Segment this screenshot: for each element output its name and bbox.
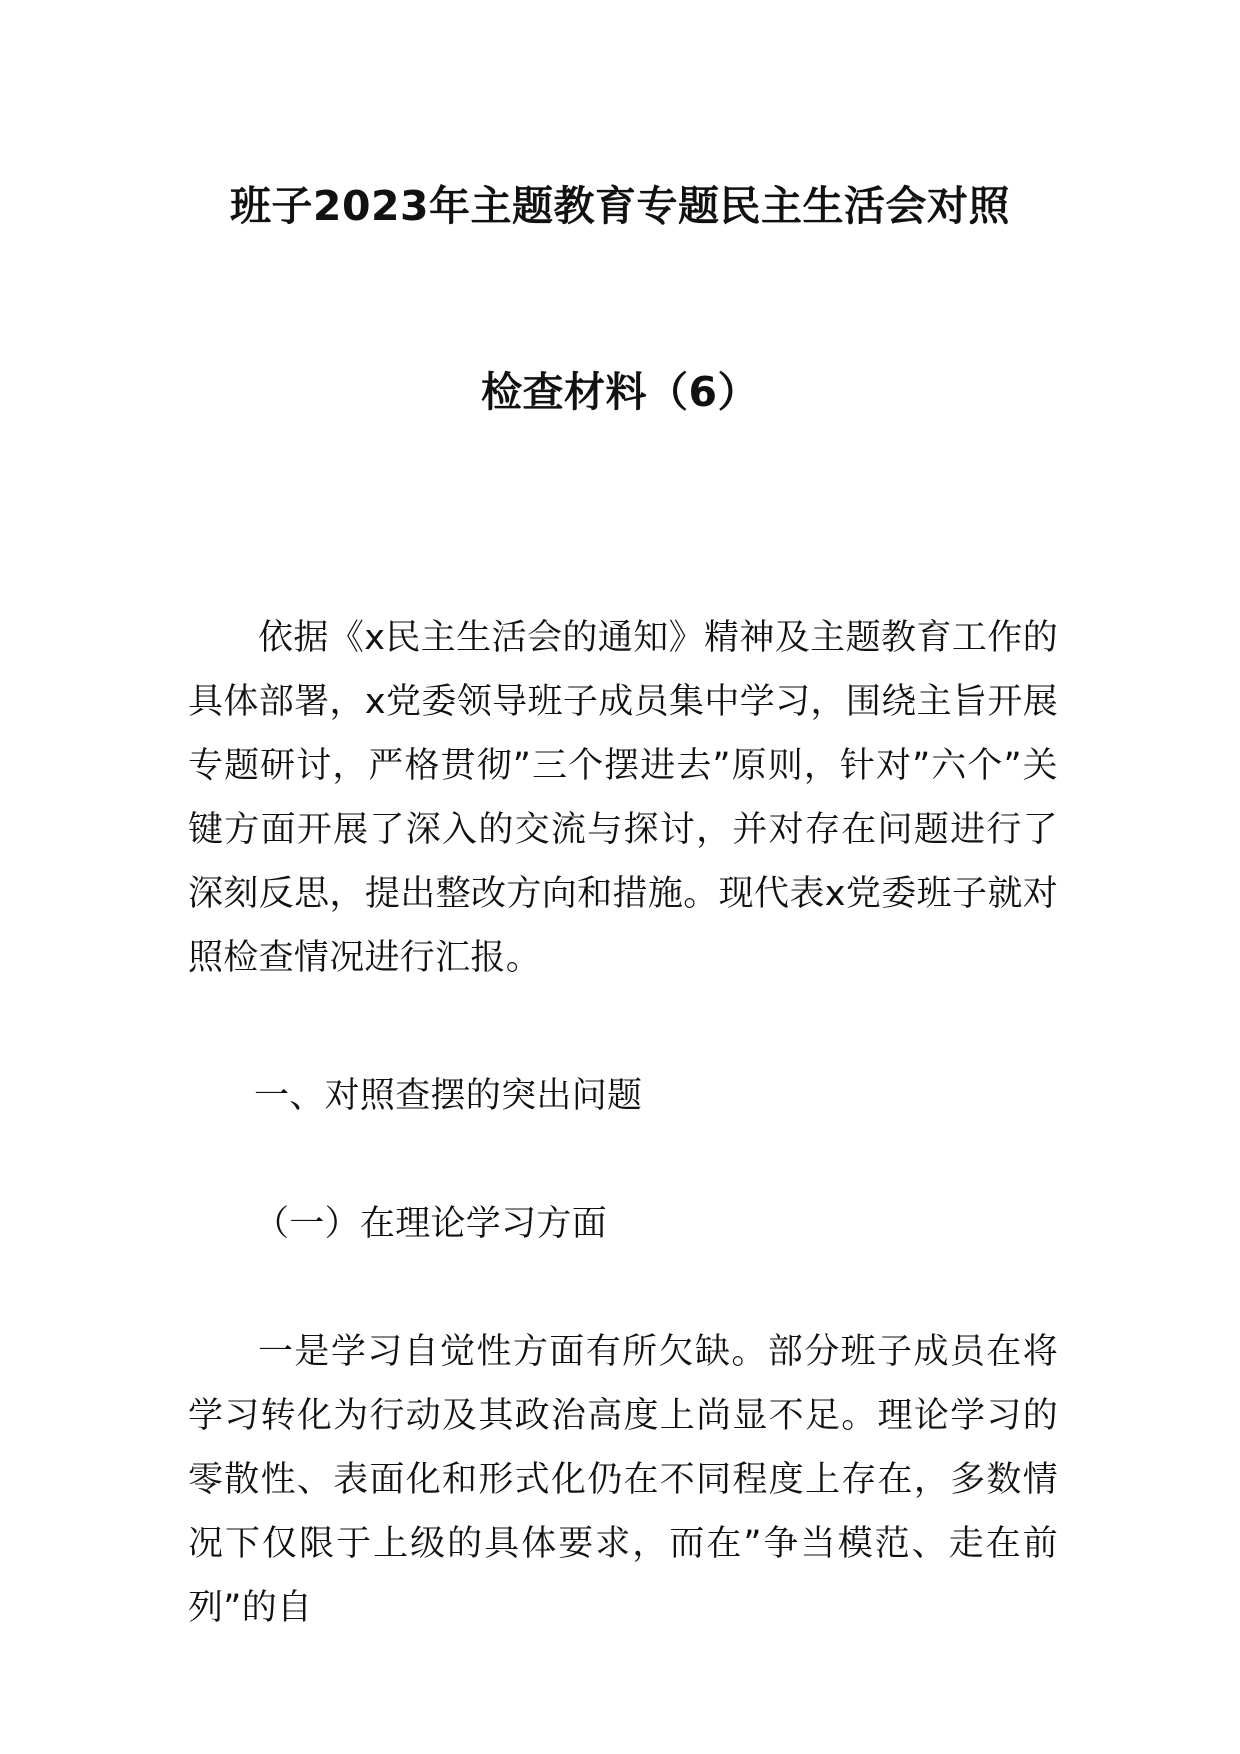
subsection-heading: （一）在理论学习方面 (254, 1204, 608, 1244)
intro-paragraph: 依据《x民主生活会的通知》精神及主题教育工作的具体部署，x党委领导班子成员集中学习，围绕主旨开展专题研讨，严格贯彻”三个摆进去”原则，针对”六个”关键方面开展了深入的交流与探讨，并对存在问题进行了深刻反思，提出整改方向和措施。现代表x党委班子就对照检查情况进行汇报。 (188, 618, 1058, 978)
document-title-line-2: 检查材料（6） (480, 368, 760, 416)
body-paragraph: 一是学习自觉性方面有所欠缺。部分班子成员在将学习转化为行动及其政治高度上尚显不足。理论学习的零散性、表面化和形式化仍在不同程度上存在，多数情况下仅限于上级的具体要求，而在”争当模范、走在前列”的自 (188, 1332, 1058, 1628)
section-heading: 一、对照查摆的突出问题 (254, 1076, 643, 1116)
document-title-line-1: 班子2023年主题教育专题民主生活会对照 (229, 182, 1011, 230)
